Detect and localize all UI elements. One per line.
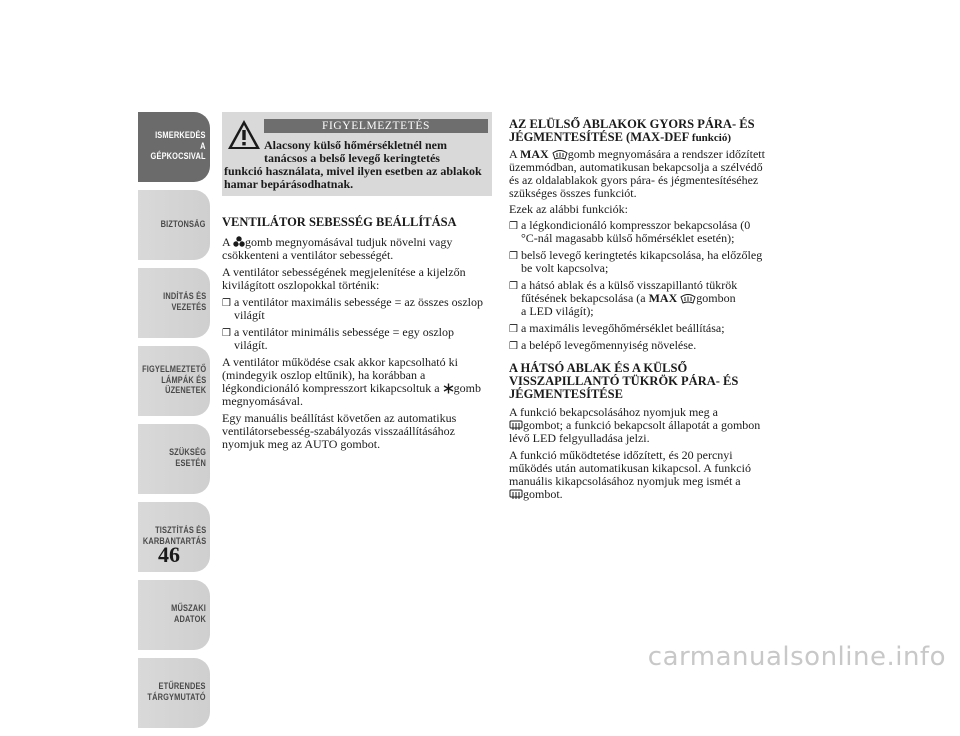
sidebar-tab-ismerkedes[interactable] xyxy=(138,112,210,182)
fan-paragraph-line: (mindegyik oszlop eltűnik), ha korábban a xyxy=(222,368,426,382)
sidebar-tab-label: SZÜKSÉG ESETÉN xyxy=(169,447,206,469)
text: gomb megnyomására a rendszer időzített xyxy=(567,147,765,161)
text: gomb megnyomásával tudjuk növelni vagy xyxy=(245,235,453,249)
maxdef-heading xyxy=(509,131,731,145)
sidebar-tab-label: FIGYELMEZTETŐ LÁMPÁK ÉS ÜZENETEK xyxy=(141,363,206,397)
warning-line: Alacsony külső hőmérsékletnél nem xyxy=(264,138,447,152)
warning-triangle-icon xyxy=(227,118,261,157)
bullet-box-icon: ❒ xyxy=(222,328,231,339)
sidebar-tab-label: TISZTÍTÁS ÉS KARBANTARTÁS xyxy=(142,525,206,547)
text: a légkondicionáló kompresszor bekapcsolása (0 xyxy=(520,218,751,232)
text: a belépő levegőmennyiség növelése. xyxy=(520,338,697,352)
warning-line: tanácsos a belső levegő keringtetés xyxy=(264,151,440,165)
sidebar-tab-szukseg[interactable] xyxy=(138,424,210,494)
sidebar-tab-label: ETŰRENDES TÁRGYMUTATÓ xyxy=(147,681,206,703)
rear-paragraph-line: lévő LED felgyulladása jelzi. xyxy=(509,431,650,445)
rear-paragraph-line: A funkció működtetése időzített, és 20 percnyi xyxy=(509,448,733,462)
warning-line: funkció használata, mivel ilyen esetben az ablakok xyxy=(224,164,482,178)
text: gombot. xyxy=(523,487,563,501)
maxdef-paragraph-line: és az oldalablakok gyors pára- és jégmentesítéséhez xyxy=(509,173,759,187)
rear-window-defrost-icon xyxy=(509,489,523,503)
maxdef-bullet-cont: a LED világít); xyxy=(521,304,594,318)
fan-paragraph-line: nyomjuk meg az AUTO gombot. xyxy=(222,437,381,451)
maxdef-paragraph-line: üzemmódban, automatikusan bekapcsolja a szélvédő xyxy=(509,160,763,174)
text: MAX xyxy=(648,291,678,305)
maxdef-bullet-cont: be volt kapcsolva; xyxy=(521,261,609,275)
text: a maximális levegőhőmérséklet beállítása; xyxy=(520,321,725,335)
warning-line: hamar bepárásodhatnak. xyxy=(224,177,354,191)
warning-title: FIGYELMEZTETÉS xyxy=(264,119,488,133)
watermark: carmanualsonline.info xyxy=(647,642,946,672)
bullet-box-icon: ❒ xyxy=(509,324,518,335)
maxdef-paragraph-line: szükséges összes funkciót. xyxy=(509,186,637,200)
rear-heading: A HÁTSÓ ABLAK ÉS A KÜLSŐ xyxy=(509,361,688,375)
rear-paragraph-line: A funkció bekapcsolásához nyomjuk meg a xyxy=(509,405,718,419)
rear-heading: VISSZAPILLANTÓ TÜKRÖK PÁRA- ÉS xyxy=(509,374,739,388)
fan-paragraph-line: kivilágított oszlopokkal történik: xyxy=(222,278,380,292)
bullet-box-icon: ❒ xyxy=(509,281,518,292)
rear-paragraph-line xyxy=(509,488,563,503)
text: gomb xyxy=(453,381,481,395)
sidebar-tab-inditas[interactable] xyxy=(138,268,210,338)
snowflake-ac-icon xyxy=(443,383,454,397)
maxdef-bullet xyxy=(509,322,725,336)
rear-paragraph-line: manuális kikapcsolásához nyomjuk meg ismét a xyxy=(509,474,741,488)
bullet-box-icon: ❒ xyxy=(222,298,231,309)
sidebar-tab-label: BIZTONSÁG xyxy=(161,218,206,230)
text: fűtésének bekapcsolása (a xyxy=(521,291,646,305)
text: a hátsó ablak és a külső visszapillantó tükrök xyxy=(520,278,738,292)
maxdef-heading: AZ ELÜLSŐ ABLAKOK GYORS PÁRA- ÉS xyxy=(509,117,755,131)
text: A xyxy=(222,235,231,249)
bullet-box-icon: ❒ xyxy=(509,341,518,352)
text: gombot; a funkció bekapcsolt állapotát a gombon xyxy=(523,418,761,432)
sidebar-tab-figyelmezteto[interactable] xyxy=(138,346,210,416)
page-number: 46 xyxy=(158,542,180,567)
text: funkció) xyxy=(691,132,732,144)
fan-paragraph-line: megnyomásával. xyxy=(222,394,303,408)
fan-paragraph-line: ventilátorsebesség-szabályozás visszaállításához xyxy=(222,424,455,438)
fan-paragraph-line: A ventilátor működése csak akkor kapcsolható ki xyxy=(222,355,458,369)
fan-bullet-cont: világít xyxy=(234,308,265,322)
maxdef-paragraph-line: Ezek az alábbi funkciók: xyxy=(509,202,628,216)
sidebar-tab-muszaki[interactable] xyxy=(138,580,210,650)
maxdef-bullet-cont: °C-nál magasabb külső hőmérséklet esetén); xyxy=(521,231,735,245)
sidebar-tab-label: INDÍTÁS ÉS VEZETÉS xyxy=(162,291,206,313)
fan-paragraph-line: Egy manuális beállítást követően az automatikus xyxy=(222,411,457,425)
sidebar-tab-label: ISMERKEDÉS A GÉPKOCSIVAL xyxy=(150,129,206,163)
text: MAX xyxy=(520,147,549,161)
sidebar-tab-label: MŰSZAKI ADATOK xyxy=(171,603,206,625)
text: a ventilátor minimális sebessége = egy oszlop xyxy=(233,325,455,339)
fan-heading: VENTILÁTOR SEBESSÉG BEÁLLÍTÁSA xyxy=(222,215,457,229)
windshield-defrost-icon xyxy=(680,293,696,307)
text: A xyxy=(509,147,518,161)
text: gombon xyxy=(696,291,736,305)
fan-bullet-cont: világít. xyxy=(234,338,268,352)
maxdef-bullet xyxy=(509,339,696,353)
bullet-box-icon: ❒ xyxy=(509,251,518,262)
sidebar-tab-targymutato[interactable] xyxy=(138,658,210,728)
rear-heading: JÉGMENTESÍTÉSE xyxy=(509,387,623,401)
rear-paragraph-line: működés után automatikusan kikapcsol. A funkció xyxy=(509,461,751,475)
chapter-sidebar xyxy=(138,112,210,736)
text: légkondicionáló kompresszort kikapcsoltuk a xyxy=(222,381,440,395)
fan-paragraph-line: csökkenteni a ventilátor sebességét. xyxy=(222,248,394,262)
text: JÉGMENTESÍTÉSE (MAX-DEF xyxy=(509,130,689,144)
fan-paragraph-line: A ventilátor sebességének megjelenítése a kijelzőn xyxy=(222,265,466,279)
text: a ventilátor maximális sebessége = az összes oszlop xyxy=(233,295,483,309)
bullet-box-icon: ❒ xyxy=(509,221,518,232)
sidebar-tab-biztonsag[interactable] xyxy=(138,190,210,260)
text: belső levegő keringtetés kikapcsolása, ha előzőleg xyxy=(520,248,763,262)
